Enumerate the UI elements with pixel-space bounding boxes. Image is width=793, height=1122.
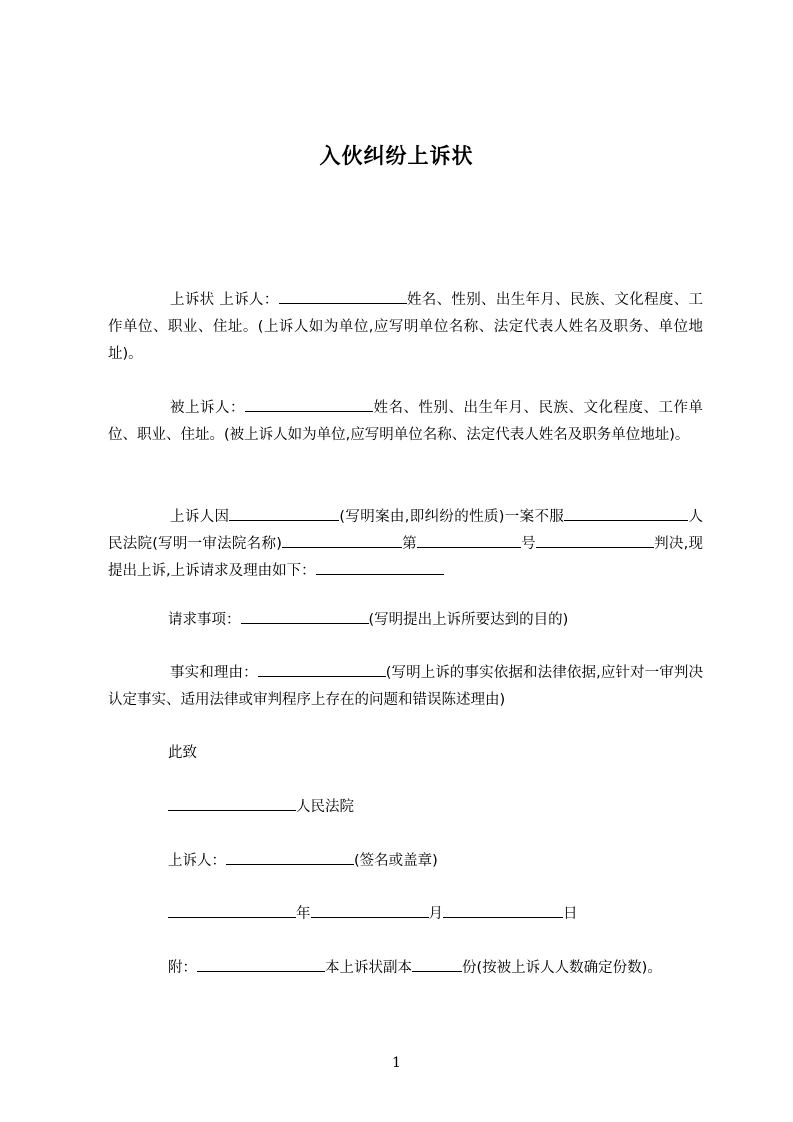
appellant-lead: 上诉状 上诉人： xyxy=(170,292,279,308)
court-blank-line1 xyxy=(564,506,652,521)
year-label: 年 xyxy=(296,906,311,922)
court-line xyxy=(168,794,354,821)
first-court-blank xyxy=(282,533,402,548)
document-title: 入伙纠纷上诉状 xyxy=(319,144,474,168)
signer-lead: 上诉人： xyxy=(168,853,226,869)
facts-blank xyxy=(258,662,386,677)
attachment-note: 份(按被上诉人人数确定份数)。 xyxy=(462,960,662,976)
appellee-lead: 被上诉人： xyxy=(170,400,245,416)
appellant-text: 姓名、性别、出生年月、民族、文化程度、工作单位、职业、住址。(上诉人如为单位,应写明单位名称、法定代表人姓名及职务、单位地址)。 xyxy=(108,292,704,362)
signer-note: (签名或盖章) xyxy=(354,853,438,869)
court-blank-line2 xyxy=(652,506,688,521)
attachment-blank xyxy=(197,957,325,972)
month-label: 月 xyxy=(428,906,443,922)
attachment-line xyxy=(168,955,662,982)
request-lead: 请求事项： xyxy=(168,612,241,628)
request-note: (写明提出上诉所要达到的目的) xyxy=(368,612,569,628)
month-blank xyxy=(311,903,429,918)
page-number: 1 xyxy=(392,1055,401,1071)
copies-blank xyxy=(412,957,462,972)
appellee-paragraph xyxy=(108,395,703,449)
signer-line xyxy=(168,848,438,875)
appellee-text: 姓名、性别、出生年月、民族、文化程度、工作单位、职业、住址。(被上诉人如为单位,应写明单位名称、法定代表人姓名及职务单位地址)。 xyxy=(108,400,703,443)
case-no-suffix: 号 xyxy=(520,536,536,552)
facts-paragraph xyxy=(108,660,703,714)
judgment-blank-line2 xyxy=(618,533,654,548)
attachment-copy-label: 本上诉状副本 xyxy=(325,960,412,976)
court-label: 人民法院 xyxy=(296,799,354,815)
signer-blank xyxy=(226,850,354,865)
judgment-blank-line1 xyxy=(536,533,618,548)
facts-note: (写明上诉的事实依据和法律依据,应针对一审判决认定事实、适用法律或审判程序上存在的问题和错误陈述理由) xyxy=(108,665,704,708)
appellee-blank xyxy=(245,397,373,412)
case-type-note: (写明案由,即纠纷的性质)一案不服 xyxy=(339,509,565,525)
year-blank xyxy=(168,903,296,918)
appellant-blank xyxy=(279,289,407,304)
closing: 此致 xyxy=(168,745,197,761)
attachment-lead: 附： xyxy=(168,960,197,976)
appeal-reason-paragraph xyxy=(108,504,703,585)
court-name-blank xyxy=(168,796,296,811)
case-no-blank xyxy=(417,533,521,548)
date-line xyxy=(168,901,578,928)
case-type-blank xyxy=(229,506,339,521)
day-label: 日 xyxy=(563,906,578,922)
day-blank xyxy=(443,903,563,918)
appellant-paragraph xyxy=(108,287,703,368)
appeal-statement: 判决,现提出上诉,上诉请求及理由如下： xyxy=(108,536,704,579)
request-line xyxy=(168,607,568,634)
reason-lead: 上诉人因 xyxy=(170,509,230,525)
case-no-prefix: 第 xyxy=(401,536,417,552)
facts-lead: 事实和理由： xyxy=(170,665,258,681)
request-blank xyxy=(241,609,369,624)
appeal-statement-blank xyxy=(316,560,444,575)
first-court-note: 人民法院(写明一审法院名称) xyxy=(108,509,704,552)
